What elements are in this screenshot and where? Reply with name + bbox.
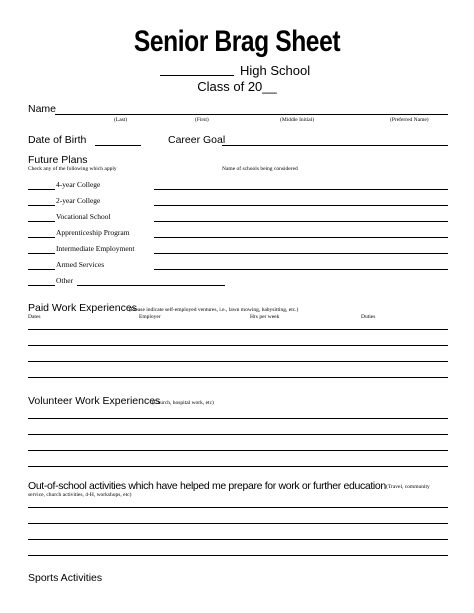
sports-heading: Sports Activities <box>28 572 103 584</box>
volunteer-line[interactable] <box>28 418 448 419</box>
school-name-field[interactable] <box>154 253 448 254</box>
activities-line[interactable] <box>28 523 448 524</box>
school-name-field[interactable] <box>154 205 448 206</box>
paid-work-note: (Please indicate self-employed ventures, i.e., lawn mowing, babysitting, etc.) <box>129 307 299 313</box>
school-name-field[interactable] <box>154 269 448 270</box>
out-of-school-note-1: (Travel, community <box>386 484 430 490</box>
school-name-field[interactable] <box>154 189 448 190</box>
activities-line[interactable] <box>28 555 448 556</box>
option-label: 4-year College <box>56 180 101 189</box>
volunteer-line[interactable] <box>28 434 448 435</box>
option-checkbox-line[interactable] <box>28 221 55 222</box>
paid-work-line[interactable] <box>28 361 448 362</box>
school-name-field[interactable] <box>154 237 448 238</box>
name-label: Name <box>28 103 57 115</box>
high-school-blank[interactable] <box>160 75 234 76</box>
out-of-school-note-2: service, church activities, 4-H, workshops, etc) <box>28 492 132 498</box>
out-of-school-heading: Out-of-school activities which have helped me prepare for work or further education <box>28 480 386 492</box>
volunteer-heading: Volunteer Work Experiences <box>28 395 161 407</box>
column-employer: Employer <box>139 314 161 320</box>
name-sublabel-preferred: (Preferred Name) <box>390 117 429 123</box>
name-field[interactable] <box>55 114 448 115</box>
future-plans-heading: Future Plans <box>28 154 88 166</box>
option-checkbox-line[interactable] <box>28 189 55 190</box>
paid-work-line[interactable] <box>28 377 448 378</box>
volunteer-line[interactable] <box>28 466 448 467</box>
paid-work-heading: Paid Work Experiences <box>28 302 137 314</box>
option-label: Other <box>56 276 74 285</box>
name-sublabel-middle: (Middle Initial) <box>280 117 315 123</box>
career-goal-field[interactable] <box>222 145 448 146</box>
volunteer-line[interactable] <box>28 450 448 451</box>
option-label: 2-year College <box>56 196 101 205</box>
option-checkbox-line[interactable] <box>28 285 55 286</box>
school-name-field[interactable] <box>154 221 448 222</box>
option-label: Vocational School <box>56 212 111 221</box>
option-checkbox-line[interactable] <box>28 205 55 206</box>
column-duties: Duties <box>361 314 376 320</box>
dob-field[interactable] <box>95 145 141 146</box>
high-school-label: High School <box>240 63 311 78</box>
other-field[interactable] <box>77 285 225 286</box>
option-label: Intermediate Employment <box>56 244 135 253</box>
paid-work-line[interactable] <box>28 345 448 346</box>
option-checkbox-line[interactable] <box>28 237 55 238</box>
option-checkbox-line[interactable] <box>28 269 55 270</box>
paid-work-line[interactable] <box>28 329 448 330</box>
future-plans-instruction: Check any of the following which apply <box>28 166 117 172</box>
schools-considered-label: Name of schools being considered <box>222 166 298 172</box>
class-of-label: Class of 20__ <box>197 79 277 94</box>
name-sublabel-first: (First) <box>195 117 209 123</box>
option-checkbox-line[interactable] <box>28 253 55 254</box>
career-goal-label: Career Goal <box>168 134 226 146</box>
column-dates: Dates <box>28 314 41 320</box>
option-label: Armed Services <box>56 260 105 269</box>
activities-line[interactable] <box>28 507 448 508</box>
dob-label: Date of Birth <box>28 134 87 146</box>
page-title: Senior Brag Sheet <box>133 25 341 58</box>
volunteer-note: (Church, hospital work, etc) <box>152 400 214 406</box>
option-label: Apprenticeship Program <box>56 228 130 237</box>
activities-line[interactable] <box>28 539 448 540</box>
name-sublabel-last: (Last) <box>114 117 128 123</box>
column-hours: Hrs per week <box>250 314 280 320</box>
